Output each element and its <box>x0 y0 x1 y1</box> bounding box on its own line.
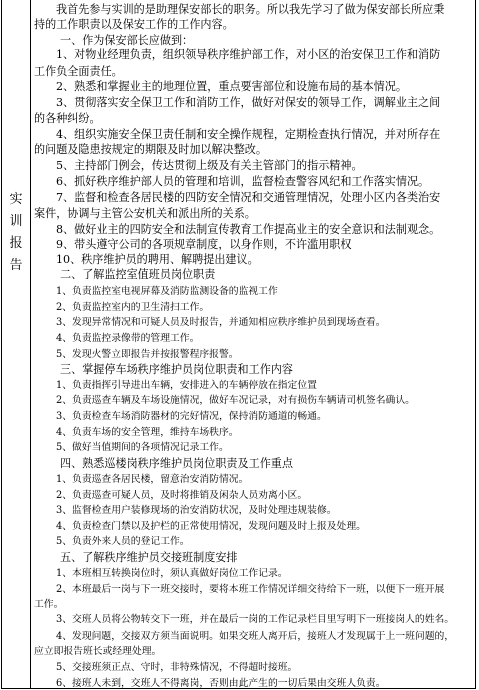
text-line: 4、负责监控录像带的管理工作。 <box>56 333 200 344</box>
text-line: 3、贯彻落实安全保卫工作和消防工作，做好对保安的领导工作，调解业主之间 <box>56 96 441 109</box>
text-line: 5、交接班须正点、守时，非特殊情况，不得超时接班。 <box>56 662 298 673</box>
text-line: 1、对物业经理负责，组织领导秩序维护部工作，对小区的治安保卫工作和消防 <box>56 48 441 61</box>
text-line: 3、负责检查车场消防器材的完好情况，保持消防通道的畅通。 <box>56 411 327 422</box>
side-label-char: 告 <box>9 258 23 273</box>
text-line: 7、监督和检查各居民楼的四防安全情况和交通管理情况，处理小区内各类治安 <box>56 191 441 204</box>
report-table <box>1 0 476 689</box>
text-line: 4、负责车场的安全管理，维持车场秩序。 <box>56 427 239 438</box>
text-line: 持的工作职责以及保安工作的工作内容。 <box>34 18 234 31</box>
text-line: 5、做好当值期间的各项情况记录工作。 <box>56 442 229 453</box>
report-content <box>34 0 474 689</box>
text-line: 4、组织实施安全保卫责任制和安全操作规程，定期检查执行情况，并对所存在 <box>56 128 441 141</box>
text-line: 4、负责检查门禁以及护栏的正常使用情况，发现问题及时上报及处理。 <box>56 521 366 532</box>
text-line: 三、掌握停车场秩序维护员岗位职责和工作内容 <box>60 363 293 376</box>
text-line: 二、了解监控室值班员岗位职责 <box>60 268 216 281</box>
text-line: 案件，协调与主管公安机关和派出所的关系。 <box>34 207 256 220</box>
text-line: 2、负责巡查车辆及车场设施情况，做好车况记录，对有损伤车辆请司机签名确认。 <box>56 395 415 406</box>
text-line: 工作负全面责任。 <box>34 65 123 78</box>
text-line: 5、主持部门例会，传达贯彻上级及有关主管部门的指示精神。 <box>56 159 363 172</box>
text-line: 五、了解秩序维护员交接班制度安排 <box>60 551 238 564</box>
text-line: 2、本班最后一岗与下一班交接时，要将本班工作情况详细交待给下一班，以便下一班开展 <box>56 584 445 595</box>
text-line: 1、负责指挥引导进出车辆，安排进入的车辆停放在指定位置 <box>56 380 317 391</box>
text-line: 1、负责巡查各居民楼，留意治安消防情况。 <box>56 474 249 485</box>
side-label-char: 实 <box>9 192 23 207</box>
side-label-cell <box>2 0 31 688</box>
text-line: 8、做好业主的四防安全和法制宣传教育工作提高业主的安全意识和法制观念。 <box>56 223 441 236</box>
side-label-char: 训 <box>9 214 23 229</box>
text-line: 一、作为保安部长应做到： <box>60 34 194 47</box>
text-line: 3、发现异常情况和可疑人员及时报告，并通知相应秩序维护员到现场查看。 <box>56 317 386 328</box>
text-line: 2、熟悉和掌握业主的地理位置，重点要害部位和设施布局的基本情况。 <box>56 80 407 93</box>
text-line: 2、负责巡查可疑人员，及时将推销及闲杂人员劝离小区。 <box>56 490 308 501</box>
text-line: 5、发现火警立即报告并按报警程序报警。 <box>56 349 239 360</box>
text-line: 的问题及隐患按规定的期限及时加以解决整改。 <box>34 143 267 156</box>
text-line: 3、监督检查用户装修现场的治安消防状况，及时处理违规装修。 <box>56 505 337 516</box>
text-line: 应立即报告班长或经理处理。 <box>34 646 162 657</box>
text-line: 的各种纠纷。 <box>34 112 101 125</box>
text-line: 9、带头遵守公司的各项规章制度，以身作则，不许滥用职权 <box>56 238 352 251</box>
text-line: 2、负责监控室内的卫生清扫工作。 <box>56 302 210 313</box>
text-line: 四、熟悉巡楼岗秩序维护员岗位职责及工作重点 <box>60 457 293 470</box>
text-line: 1、负责监控室电视屏幕及消防监测设备的监视工作 <box>56 286 278 297</box>
side-label <box>2 189 30 277</box>
text-line: 3、交班人员将公物转交下一班，并在最后一岗的工作记录栏目里写明下一班接岗人的姓名。 <box>56 614 455 625</box>
text-line: 1、本班相互转换岗位时，须认真做好岗位工作记录。 <box>56 568 288 579</box>
text-line: 我首先参与实训的是助理保安部长的职务。所以我先学习了做为保安部长所应秉 <box>56 3 445 16</box>
text-line: 10、秩序维护员的聘用、解聘提出建议。 <box>56 253 259 266</box>
text-line: 5、负责外来人员的登记工作。 <box>56 536 190 547</box>
text-line: 6、抓好秩序维护部人员的管理和培训，监督检查警容风纪和工作落实情况。 <box>56 175 430 188</box>
side-label-char: 报 <box>9 236 23 251</box>
text-line: 6、接班人未到，交班人不得离岗，否则由此产生的一切后果由交班人负责。 <box>56 678 386 689</box>
text-line: 4、发现问题，交接双方须当面说明。如果交班人离开后，接班人才发现属于上一班问题的， <box>56 631 455 642</box>
text-line: 工作。 <box>34 599 64 610</box>
